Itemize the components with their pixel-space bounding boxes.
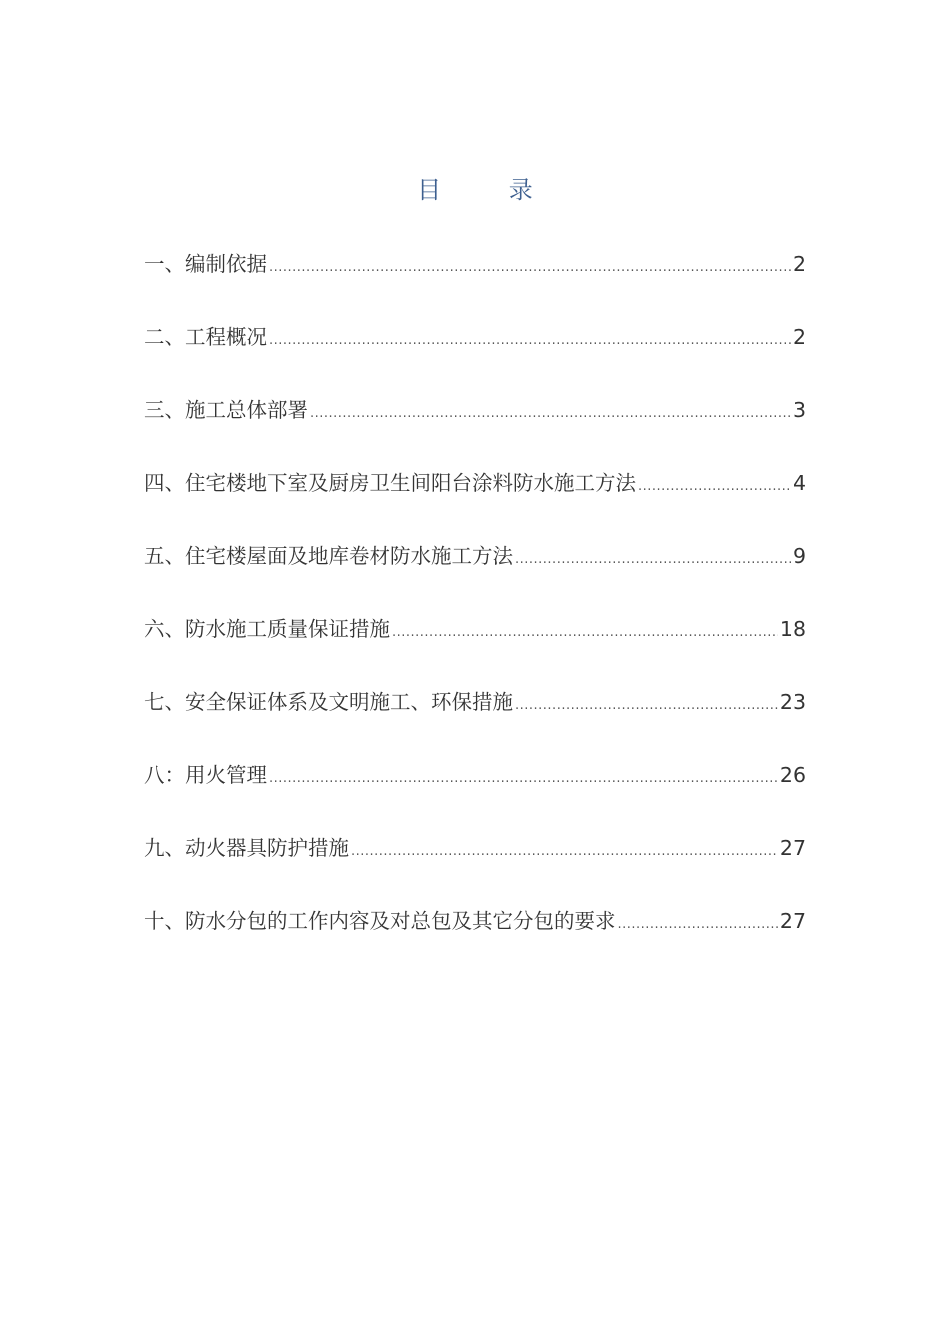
- toc-page-number: 27: [779, 836, 806, 860]
- toc-page-number: 2: [792, 252, 806, 276]
- toc-dot-leader: [618, 905, 778, 945]
- toc-entry[interactable]: [144, 901, 806, 974]
- toc-entry[interactable]: [144, 317, 806, 390]
- toc-dot-leader: [515, 540, 791, 580]
- toc-dot-leader: [269, 759, 778, 799]
- toc-dot-leader: [269, 321, 791, 361]
- toc-entry-text: 二、工程概况: [144, 325, 267, 349]
- toc-dot-leader: [269, 248, 791, 288]
- toc-entry[interactable]: [144, 755, 806, 828]
- toc-entry[interactable]: [144, 244, 806, 317]
- toc-page-number: 4: [792, 471, 806, 495]
- toc-list: [144, 244, 806, 974]
- toc-entry[interactable]: [144, 609, 806, 682]
- toc-entry-text: 四、住宅楼地下室及厨房卫生间阳台涂料防水施工方法: [144, 471, 636, 495]
- toc-entry[interactable]: [144, 682, 806, 755]
- toc-dot-leader: [351, 832, 778, 872]
- toc-dot-leader: [392, 613, 778, 653]
- toc-entry[interactable]: [144, 463, 806, 536]
- toc-entry-text: 一、编制依据: [144, 252, 267, 276]
- toc-page-number: 3: [792, 398, 806, 422]
- toc-page-number: 23: [779, 690, 806, 714]
- toc-page-number: 18: [779, 617, 806, 641]
- toc-entry-text: 六、防水施工质量保证措施: [144, 617, 390, 641]
- toc-entry-text: 三、施工总体部署: [144, 398, 308, 422]
- toc-entry-text: 五、住宅楼屋面及地库卷材防水施工方法: [144, 544, 513, 568]
- toc-dot-leader: [310, 394, 791, 434]
- toc-page-number: 26: [779, 763, 806, 787]
- toc-entry-text: 十、防水分包的工作内容及对总包及其它分包的要求: [144, 909, 616, 933]
- toc-entry[interactable]: [144, 390, 806, 463]
- toc-page-number: 9: [792, 544, 806, 568]
- toc-dot-leader: [515, 686, 778, 726]
- toc-entry-text: 九、动火器具防护措施: [144, 836, 349, 860]
- toc-page-number: 27: [779, 909, 806, 933]
- toc-title: 目 录: [417, 176, 563, 204]
- toc-entry-text: 七、安全保证体系及文明施工、环保措施: [144, 690, 513, 714]
- toc-dot-leader: [638, 467, 791, 507]
- toc-entry[interactable]: [144, 828, 806, 901]
- toc-entry-text: 八：用火管理: [144, 763, 267, 787]
- toc-entry[interactable]: [144, 536, 806, 609]
- toc-page-number: 2: [792, 325, 806, 349]
